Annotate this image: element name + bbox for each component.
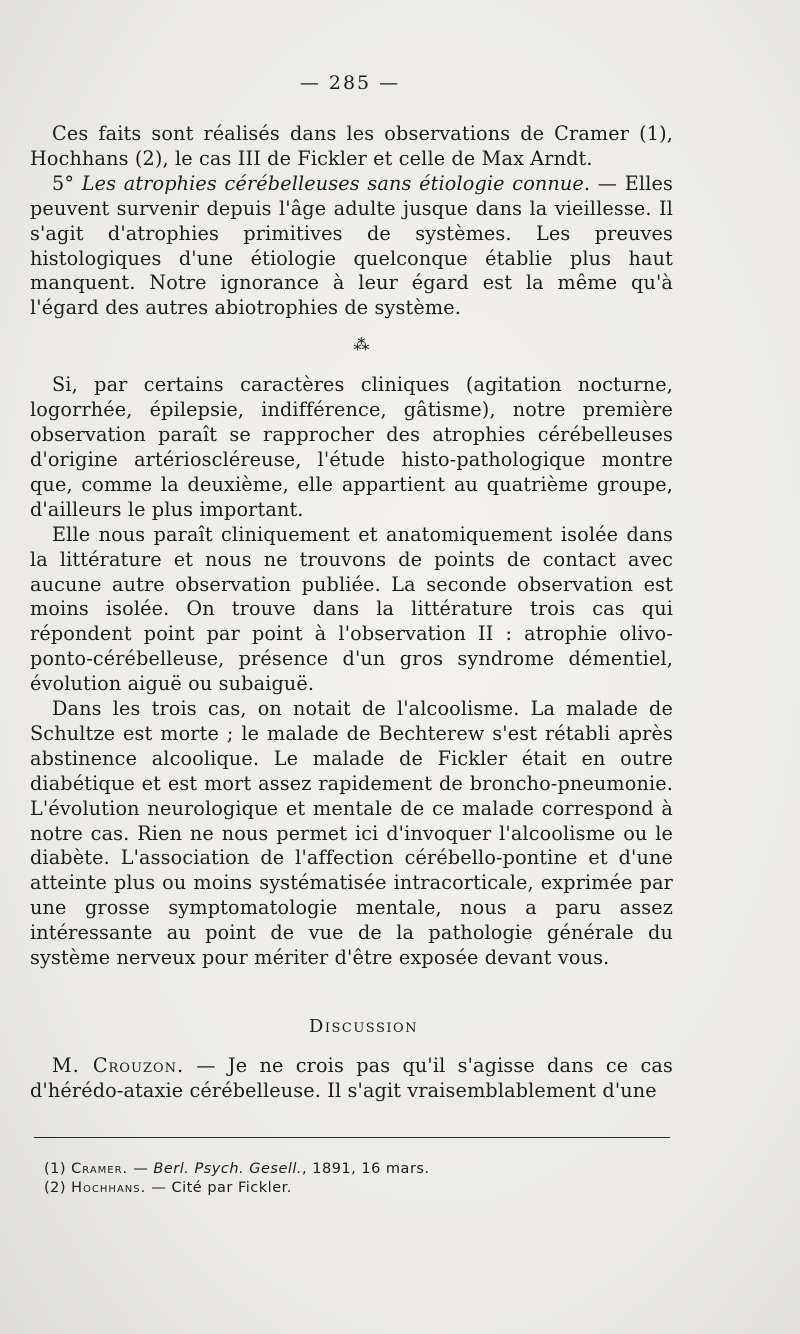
footnote-rest: — Cité par Fickler.: [146, 1180, 292, 1196]
speaker-text: — Je ne crois pas qu'il s'agisse dans ce cas d'hérédo-ataxie cérébelleuse. Il s'agit vraisemblablement d'une: [30, 1053, 673, 1102]
footnote-author: Hochhans.: [71, 1180, 147, 1196]
footnote-source: Berl. Psych. Gesell.: [153, 1161, 303, 1177]
paragraph-first-observation: Si, par certains caractères cliniques (agitation nocturne, logorrhée, épilepsie, indifférence, gâtisme), notre première observation paraît se rapprocher des atrophies cérébelleuses d'origine artérioscléreuse, l'étude histo-pathologique montre que, comme la deuxième, elle appartient au quatrième groupe, d'ailleurs le plus important.: [30, 373, 673, 521]
paragraph-observations: Ces faits sont réalisés dans les observations de Cramer (1), Hochhans (2), le cas III de Fickler et celle de Max Arndt.: [30, 122, 673, 170]
page-number: — 285 —: [299, 72, 401, 94]
footnote-2: [44, 1179, 664, 1198]
speaker-name: M. Crouzon.: [52, 1053, 185, 1077]
discussion-heading: Discussion: [308, 1016, 419, 1037]
section-title: Les atrophies cérébelleuses sans étiologie connue.: [81, 171, 591, 195]
paragraph-three-cases: Dans les trois cas, on notait de l'alcoolisme. La malade de Schultze est morte ; le malade de Bechterew s'est rétabli après abstinence alcoolique. Le malade de Fickler était en outre diabétique et est mort assez rapidement de broncho-pneumonie. L'évolution neurologique et mentale de ce malade correspond à notre cas. Rien ne nous permet ici d'invoquer l'alcoolisme ou le diabète. L'association de l'affection cérébello-pontine et d'une atteinte plus ou moins systématisée intracorticale, exprimée par une grosse symptomatologie mentale, nous a paru assez intéressante au point de vue de la pathologie générale du système nerveux pour mériter d'être exposée devant vous.: [30, 697, 673, 970]
footnote-marker: (2): [44, 1180, 72, 1196]
paragraph-atrophies-unknown-etiology: [30, 172, 673, 321]
section-text: — Elles peuvent survenir depuis l'âge adulte jusque dans la vieillesse. Il s'agit d'atrophies primitives de systèmes. Les preuves histologiques d'une étiologie quelconque établie plus haut manquent. Notre ignorance à leur égard est la même qu'à l'égard des autres abiotrophies de système.: [30, 171, 673, 320]
footnote-1: [44, 1160, 664, 1179]
paragraph-crouzon: [30, 1054, 673, 1104]
body-text: [30, 122, 673, 1104]
section-number: 5°: [52, 171, 82, 195]
footnote-author: Cramer.: [71, 1161, 129, 1177]
footnote-rest: , 1891, 16 mars.: [302, 1161, 430, 1177]
footnote-separator: [34, 1137, 670, 1138]
footnotes: [44, 1160, 664, 1198]
footnote-dash: —: [128, 1161, 154, 1177]
paragraph-second-observation: Elle nous paraît cliniquement et anatomiquement isolée dans la littérature et nous ne trouvons de points de contact avec aucune autre observation publiée. La seconde observation est moins isolée. On trouve dans la littérature trois cas qui répondent point par point à l'observation II : atrophie olivo-ponto-cérébelleuse, présence d'un gros syndrome démentiel, évolution aiguë ou subaiguë.: [30, 522, 673, 696]
asterism-divider: ⁂: [353, 335, 370, 355]
footnote-marker: (1): [44, 1161, 72, 1177]
